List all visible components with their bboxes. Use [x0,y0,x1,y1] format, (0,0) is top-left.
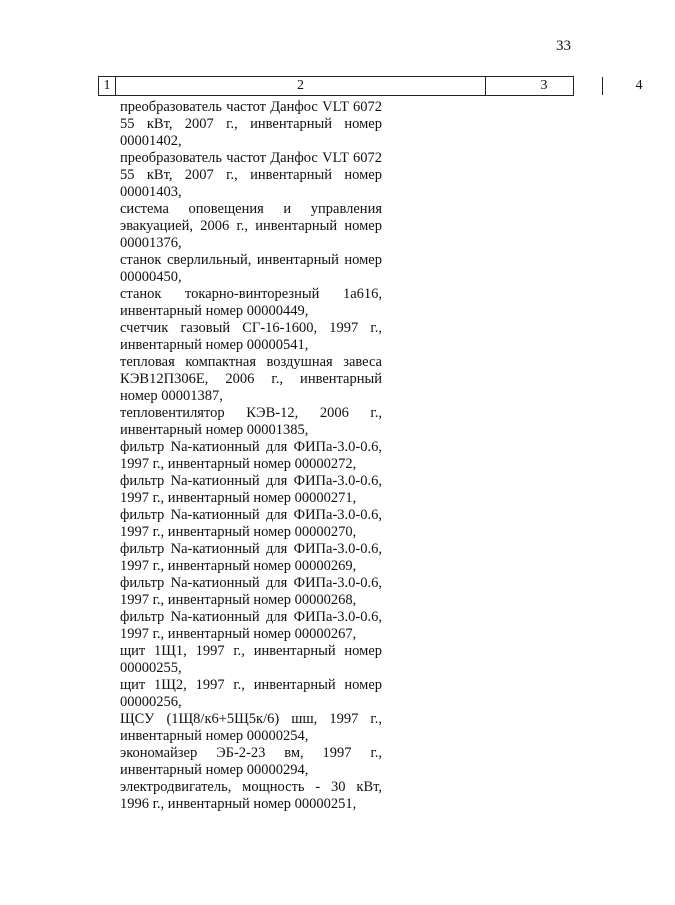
list-item: система оповещения и управления эвакуацией, 2006 г., инвентарный номер 00001376, [120,201,382,251]
asset-list [120,99,382,813]
list-item: фильтр Na-катионный для ФИПа-3.0-0.6, 1997 г., инвентарный номер 00000267, [120,609,382,642]
list-item: фильтр Na-катионный для ФИПа-3.0-0.6, 1997 г., инвентарный номер 00000268, [120,575,382,608]
list-item: фильтр Na-катионный для ФИПа-3.0-0.6, 1997 г., инвентарный номер 00000272, [120,439,382,472]
list-item: станок токарно-винторезный 1а616, инвентарный номер 00000449, [120,286,382,319]
column-header-1: 1 [99,77,116,95]
list-item: фильтр Na-катионный для ФИПа-3.0-0.6, 1997 г., инвентарный номер 00000270, [120,507,382,540]
list-item: преобразователь частот Данфос VLT 6072 55 кВт, 2007 г., инвентарный номер 00001402, [120,99,382,149]
column-header-2: 2 [116,77,486,95]
list-item: тепловентилятор КЭВ-12, 2006 г., инвентарный номер 00001385, [120,405,382,438]
list-item: экономайзер ЭБ-2-23 вм, 1997 г., инвентарный номер 00000294, [120,745,382,778]
table-header-row [98,76,643,96]
page-number: 33 [556,38,571,54]
list-item: станок сверлильный, инвентарный номер 00000450, [120,252,382,285]
list-item: ЩСУ (1Щ8/к6+5Щ5к/6) шш, 1997 г., инвентарный номер 00000254, [120,711,382,744]
list-item: электродвигатель, мощность - 30 кВт, 1996 г., инвентарный номер 00000251, [120,779,382,812]
list-item: тепловая компактная воздушная завеса КЭВ12П306Е, 2006 г., инвентарный номер 00001387, [120,354,382,404]
list-item: фильтр Na-катионный для ФИПа-3.0-0.6, 1997 г., инвентарный номер 00000271, [120,473,382,506]
list-item: фильтр Na-катионный для ФИПа-3.0-0.6, 1997 г., инвентарный номер 00000269, [120,541,382,574]
list-item: преобразователь частот Данфос VLT 6072 55 кВт, 2007 г., инвентарный номер 00001403, [120,150,382,200]
list-item: щит 1Щ2, 1997 г., инвентарный номер 00000256, [120,677,382,710]
list-item: щит 1Щ1, 1997 г., инвентарный номер 00000255, [120,643,382,676]
list-item: счетчик газовый СГ-16-1600, 1997 г., инвентарный номер 00000541, [120,320,382,353]
column-header-3: 3 [486,77,603,95]
column-header-4: 4 [635,78,643,93]
